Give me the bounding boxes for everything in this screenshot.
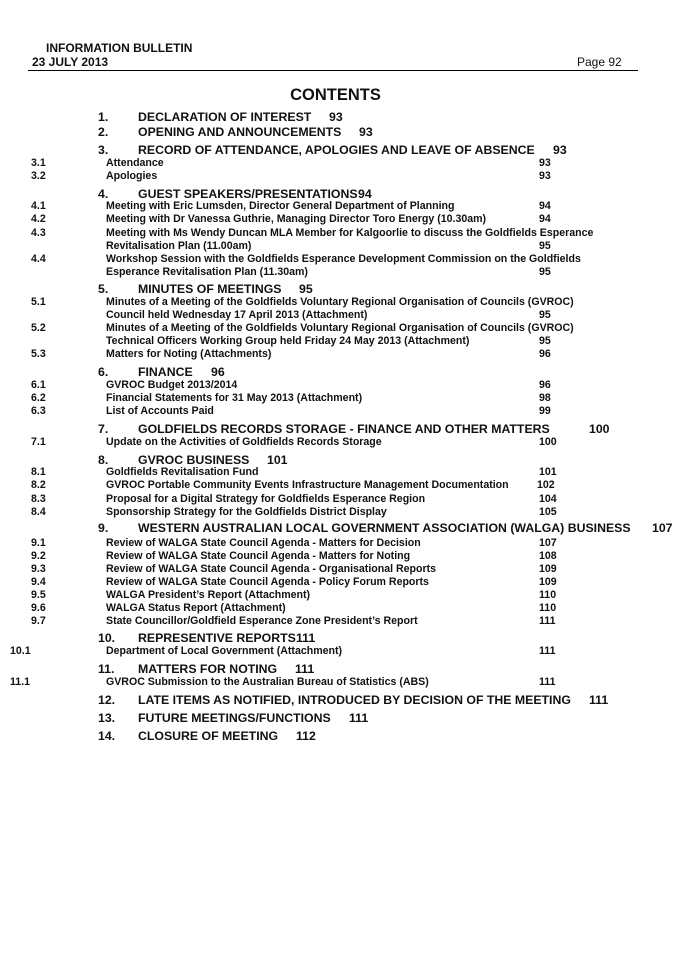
toc-number: 6.2: [31, 392, 46, 404]
toc-heading: REPRESENTIVE REPORTS: [138, 631, 296, 645]
toc-page: 111: [539, 645, 556, 657]
toc-item-text: Revitalisation Plan (11.00am): [106, 240, 252, 252]
toc-number: 5.1: [31, 296, 46, 308]
toc-page: 93: [359, 125, 373, 139]
toc-item-text: Review of WALGA State Council Agenda - Matters for Noting: [106, 550, 411, 562]
toc-page: 107: [539, 537, 557, 549]
toc-heading: WESTERN AUSTRALIAN LOCAL GOVERNMENT ASSOCIATION (WALGA) BUSINESS: [138, 521, 631, 535]
toc-page: 96: [539, 348, 551, 360]
toc-heading: GVROC BUSINESS: [138, 453, 250, 467]
toc-page: 109: [539, 563, 557, 575]
toc-page: 94: [358, 187, 372, 201]
toc-page: 95: [539, 240, 551, 252]
toc-heading: OPENING AND ANNOUNCEMENTS: [138, 125, 342, 139]
toc-number: 14.: [98, 729, 116, 743]
toc-number: 5.2: [31, 322, 46, 334]
toc-item-text: Update on the Activities of Goldfields Records Storage: [106, 436, 382, 448]
toc-page: 110: [539, 589, 557, 601]
toc-number: 9.1: [31, 537, 46, 549]
toc-page: 105: [539, 506, 557, 518]
toc-item-text: List of Accounts Paid: [106, 405, 214, 417]
toc-heading: FUTURE MEETINGS/FUNCTIONS: [138, 711, 331, 725]
toc-number: 9.5: [31, 589, 46, 601]
toc-page: 101: [267, 453, 288, 467]
toc-item-text: Goldfields Revitalisation Fund: [106, 466, 259, 478]
toc-page: 93: [539, 157, 551, 169]
toc-number: 1.: [98, 110, 109, 124]
toc-heading: CLOSURE OF MEETING: [138, 729, 279, 743]
toc-page: 100: [539, 436, 557, 448]
toc-page: 111: [295, 662, 315, 676]
toc-item-text: Meeting with Eric Lumsden, Director General Department of Planning: [106, 200, 455, 212]
toc-item-text: Meeting with Dr Vanessa Guthrie, Managing Director Toro Energy (10.30am): [106, 213, 487, 225]
toc-item-text: Technical Officers Working Group held Friday 24 May 2013 (Attachment): [106, 335, 470, 347]
toc-item-text: Matters for Noting (Attachments): [106, 348, 272, 360]
toc-number: 9.4: [31, 576, 46, 588]
toc-item-text: Financial Statements for 31 May 2013 (Attachment): [106, 392, 363, 404]
toc-page: 111: [296, 631, 316, 645]
toc-item-text: Review of WALGA State Council Agenda - Organisational Reports: [106, 563, 437, 575]
toc-item-text: GVROC Submission to the Australian Bureau of Statistics (ABS): [106, 676, 429, 688]
toc-number: 6.1: [31, 379, 46, 391]
toc-number: 10.1: [10, 645, 31, 657]
toc-heading: FINANCE: [138, 365, 193, 379]
toc-heading: RECORD OF ATTENDANCE, APOLOGIES AND LEAVE OF ABSENCE: [138, 143, 535, 157]
toc-heading: MINUTES OF MEETINGS: [138, 282, 282, 296]
toc-page: 110: [539, 602, 557, 614]
toc-number: 3.1: [31, 157, 46, 169]
toc-page: 98: [539, 392, 551, 404]
bulletin-title: INFORMATION BULLETIN: [46, 41, 193, 55]
toc-item-text: Proposal for a Digital Strategy for Goldfields Esperance Region: [106, 493, 426, 505]
toc-page: 95: [539, 309, 551, 321]
toc-heading: DECLARATION OF INTEREST: [138, 110, 312, 124]
toc-page: 111: [349, 711, 369, 725]
toc-item-text: Attendance: [106, 157, 164, 169]
toc-item-text: Esperance Revitalisation Plan (11.30am): [106, 266, 308, 278]
toc-item-text: Minutes of a Meeting of the Goldfields Voluntary Regional Organisation of Councils (GVROC): [106, 322, 574, 334]
toc-number: 8.1: [31, 466, 46, 478]
header-rule: [28, 70, 638, 71]
toc-number: 4.: [98, 187, 109, 201]
toc-item-text: Apologies: [106, 170, 158, 182]
toc-page: 95: [539, 266, 551, 278]
toc-page: 95: [539, 335, 551, 347]
toc-item-text: Sponsorship Strategy for the Goldfields District Display: [106, 506, 387, 518]
toc-page: 93: [329, 110, 343, 124]
toc-number: 4.1: [31, 200, 46, 212]
toc-item-text: GVROC Budget 2013/2014: [106, 379, 238, 391]
page-title: [0, 86, 675, 105]
toc-number: 2.: [98, 125, 109, 139]
toc-number: 5.3: [31, 348, 46, 360]
toc-heading: MATTERS FOR NOTING: [138, 662, 278, 676]
toc-item-text: Review of WALGA State Council Agenda - Policy Forum Reports: [106, 576, 429, 588]
toc-heading: GUEST SPEAKERS/PRESENTATIONS: [138, 187, 358, 201]
toc-page: 100: [589, 422, 610, 436]
toc-number: 6.: [98, 365, 109, 379]
page-title-text: CONTENTS: [290, 86, 381, 104]
toc-number: 9.3: [31, 563, 46, 575]
toc-number: 8.: [98, 453, 109, 467]
toc-number: 3.: [98, 143, 109, 157]
toc-page: 101: [539, 466, 557, 478]
toc-page: 108: [539, 550, 557, 562]
toc-page: 93: [539, 170, 551, 182]
toc-number: 6.3: [31, 405, 46, 417]
toc-page: 96: [211, 365, 225, 379]
toc-page: 93: [553, 143, 567, 157]
toc-item-text: Council held Wednesday 17 April 2013 (Attachment): [106, 309, 368, 321]
toc-number: 10.: [98, 631, 116, 645]
toc-number: 8.3: [31, 493, 46, 505]
toc-number: 3.2: [31, 170, 46, 182]
toc-page: 102: [537, 479, 555, 491]
toc-heading: LATE ITEMS AS NOTIFIED, INTRODUCED BY DECISION OF THE MEETING: [138, 693, 571, 707]
toc-number: 13.: [98, 711, 116, 725]
toc-number: 9.7: [31, 615, 46, 627]
toc-item-text: WALGA Status Report (Attachment): [106, 602, 286, 614]
toc-number: 12.: [98, 693, 116, 707]
toc-number: 4.2: [31, 213, 46, 225]
toc-page: 109: [539, 576, 557, 588]
toc-page: 94: [539, 200, 551, 212]
toc-item-text: Workshop Session with the Goldfields Esperance Development Commission on the Goldfields: [106, 253, 581, 265]
toc-item-text: GVROC Portable Community Events Infrastructure Management Documentation: [106, 479, 509, 491]
toc-number: 8.2: [31, 479, 46, 491]
toc-number: 8.4: [31, 506, 46, 518]
toc-item-text: State Councillor/Goldfield Esperance Zone President’s Report: [106, 615, 418, 627]
toc-item-text: WALGA President’s Report (Attachment): [106, 589, 311, 601]
toc-number: 9.: [98, 521, 109, 535]
toc-number: 9.2: [31, 550, 46, 562]
toc-page: 104: [539, 493, 557, 505]
toc-number: 11.: [98, 662, 115, 676]
toc-page: 99: [539, 405, 551, 417]
page-number: Page 92: [577, 55, 622, 69]
toc-page: 94: [539, 213, 551, 225]
toc-number: 7.1: [31, 436, 46, 448]
toc-item-text: Department of Local Government (Attachment): [106, 645, 343, 657]
toc-page: 111: [539, 615, 556, 627]
toc-page: 95: [299, 282, 313, 296]
toc-number: 4.4: [31, 253, 46, 265]
bulletin-date: 23 JULY 2013: [32, 55, 109, 69]
toc-page: 112: [296, 729, 316, 743]
toc-number: 9.6: [31, 602, 46, 614]
toc-item-text: Meeting with Ms Wendy Duncan MLA Member for Kalgoorlie to discuss the Goldfields Esperance: [106, 227, 594, 239]
toc-heading: GOLDFIELDS RECORDS STORAGE - FINANCE AND OTHER MATTERS: [138, 422, 550, 436]
toc-page: 96: [539, 379, 551, 391]
toc-page: 111: [539, 676, 556, 688]
toc-item-text: Minutes of a Meeting of the Goldfields Voluntary Regional Organisation of Councils (GVROC): [106, 296, 574, 308]
toc-page: 111: [589, 693, 609, 707]
toc-number: 5.: [98, 282, 109, 296]
toc-number: 11.1: [10, 676, 31, 688]
toc-item-text: Review of WALGA State Council Agenda - Matters for Decision: [106, 537, 421, 549]
toc-page: 107: [652, 521, 673, 535]
toc-number: 7.: [98, 422, 109, 436]
toc-number: 4.3: [31, 227, 46, 239]
